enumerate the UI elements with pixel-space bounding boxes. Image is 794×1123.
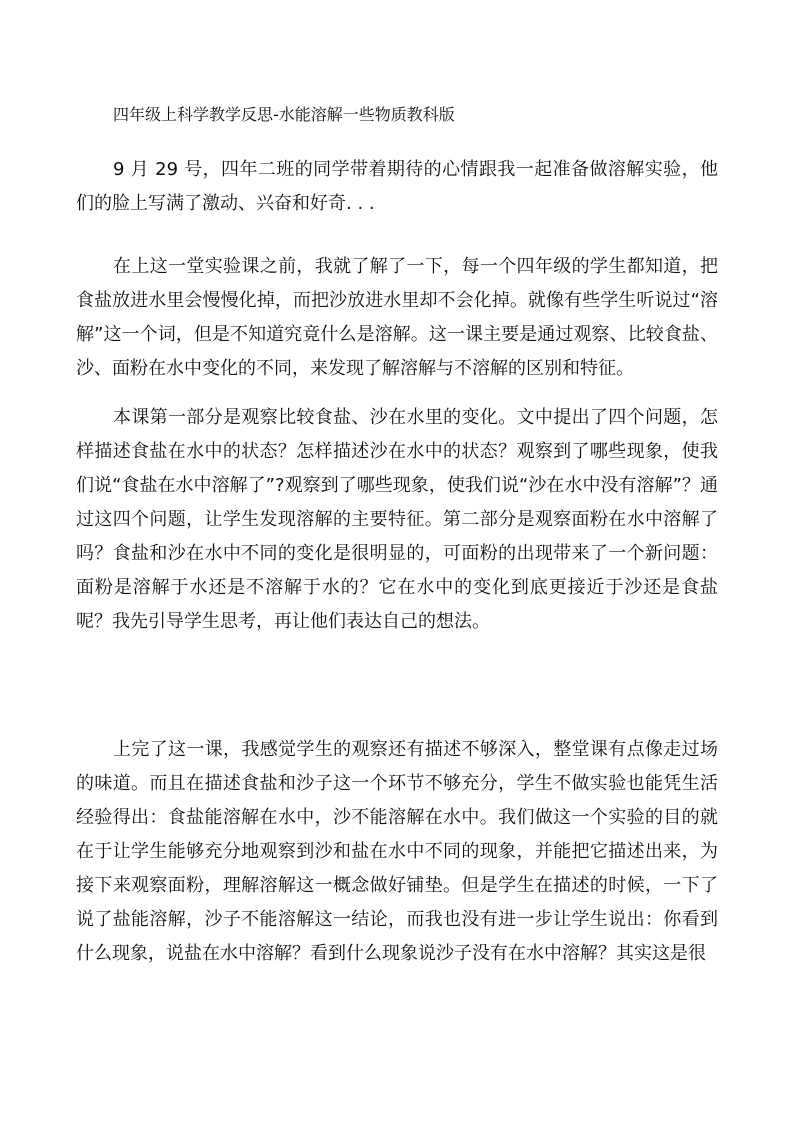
document-title: 四年级上科学教学反思-水能溶解一些物质教科版 <box>113 105 455 124</box>
paragraph: 上完了这一课，我感觉学生的观察还有描述不够深入，整堂课有点像走过场的味道。而且在描述食盐和沙子这一个环节不够充分，学生不做实验也能凭生活经验得出：食盐能溶解在水中，沙不能溶解在水中。我们做这一个实验的目的就在于让学生能够充分地观察到沙和盐在水中不同的现象，并能把它描述出来，为接下来观察面粉，理解溶解这一概念做好铺垫。但是学生在描述的时候，一下了说了盐能溶解，沙子不能溶解这一结论，而我也没有进一步让学生说出：你看到什么现象，说盐在水中溶解？看到什么现象说沙子没有在水中溶解？其实这是很 <box>76 739 718 964</box>
paragraph: 9 月 29 号，四年二班的同学带着期待的心情跟我一起准备做溶解实验，他们的脸上写满了激动、兴奋和好奇. . . <box>76 159 718 214</box>
paragraph: 本课第一部分是观察比较食盐、沙在水里的变化。文中提出了四个问题，怎样描述食盐在水中的状态？怎样描述沙在水中的状态？观察到了哪些现象，使我们说“食盐在水中溶解了”?观察到了哪些现象，使我们说“沙在水中没有溶解”？通过这四个问题，让学生发现溶解的主要特征。第二部分是观察面粉在水中溶解了吗？食盐和沙在水中不同的变化是很明显的，可面粉的出现带来了一个新问题：面粉是溶解于水还是不溶解于水的？它在水中的变化到底更接近于沙还是食盐呢？我先引导学生思考，再让他们表达自己的想法。 <box>76 407 718 632</box>
paragraph: 在上这一堂实验课之前，我就了解了一下，每一个四年级的学生都知道，把食盐放进水里会慢慢化掉，而把沙放进水里却不会化掉。就像有些学生听说过“溶解”这一个词，但是不知道究竟什么是溶解。这一课主要是通过观察、比较食盐、沙、面粉在水中变化的不同，来发现了解溶解与不溶解的区别和特征。 <box>76 256 718 379</box>
